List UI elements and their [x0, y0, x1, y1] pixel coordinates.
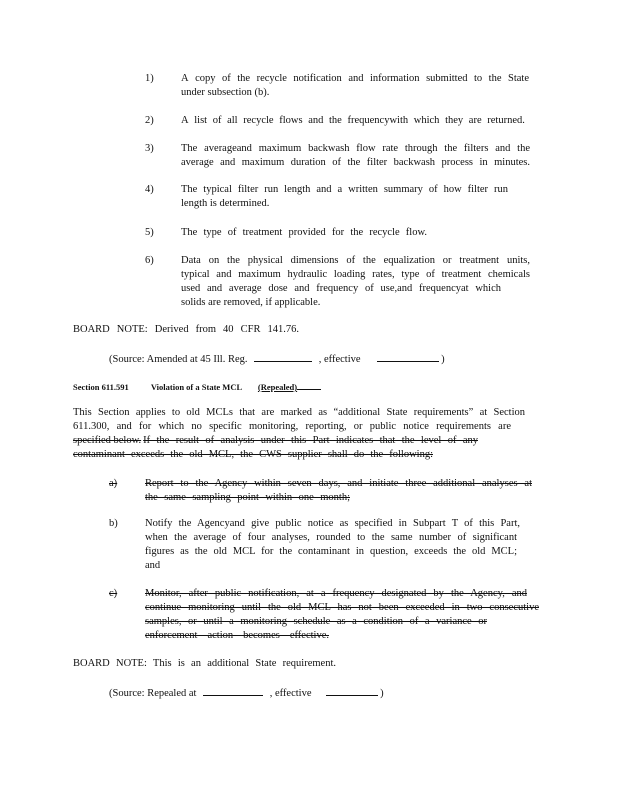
list-number: 2)	[145, 115, 154, 126]
source-end: )	[380, 688, 384, 699]
list-item-line: under subsection (b).	[181, 87, 270, 98]
blank-field	[377, 351, 439, 362]
list-item-line: length is determined.	[181, 198, 270, 209]
section-number: Section 611.591	[73, 382, 129, 392]
item-line: and	[145, 560, 161, 571]
source-effective: , effective	[269, 688, 312, 699]
source-note	[109, 685, 384, 701]
section-title: Violation of a State MCL	[150, 382, 242, 392]
struck-text: Report to the Agency within seven days, and initiate three additional analyses at	[145, 478, 532, 489]
body-line	[73, 434, 478, 448]
list-item-line: typical and maximum hydraulic loading rates, type of treatment chemicals	[181, 269, 530, 280]
section-heading	[73, 380, 321, 394]
item-line: when the average of four analyses, rounded to the same number of significant	[145, 532, 517, 543]
list-number: 1)	[145, 73, 154, 84]
struck-text: specified below.	[73, 435, 142, 446]
item-label: c)	[109, 588, 118, 599]
blank-field	[203, 685, 263, 696]
list-item-line: used and average dose and frequency of use,and frequencyat which	[181, 283, 501, 294]
item-label: a)	[109, 478, 118, 489]
list-item-line: A list of all recycle flows and the frequencywith which they are returned.	[181, 115, 525, 126]
source-prefix: (Source: Repealed at	[109, 688, 197, 699]
list-item-line: average and maximum duration of the filter backwash process in minutes.	[181, 157, 530, 168]
item-line: Notify the Agencyand give public notice as specified in Subpart T of this Part,	[145, 518, 520, 529]
struck-text: If the result of analysis under this Part indicates that the level of any	[143, 435, 478, 446]
source-effective: , effective	[318, 354, 361, 365]
struck-text: enforcement action becomes effective.	[145, 630, 329, 641]
struck-text: samples, or until a monitoring schedule as a condition of a variance or	[145, 616, 487, 627]
struck-text: continue monitoring until the old MCL has not been exceeded in two consecutive	[145, 602, 539, 613]
source-note	[109, 351, 445, 367]
list-number: 5)	[145, 227, 154, 238]
section-status: (Repealed)	[257, 382, 298, 392]
blank-field	[326, 685, 378, 696]
blank-field	[254, 351, 312, 362]
board-note: BOARD NOTE: Derived from 40 CFR 141.76.	[73, 324, 299, 335]
list-number: 4)	[145, 184, 154, 195]
struck-text: Monitor, after public notification, at a frequency designated by the Agency, and	[145, 588, 527, 599]
body-line: 611.300, and for which no specific monitoring, reporting, or public notice requirements are	[73, 421, 511, 432]
list-number: 6)	[145, 255, 154, 266]
source-prefix: (Source: Amended at 45 Ill. Reg.	[109, 354, 248, 365]
list-item-line: The averageand maximum backwash flow rate through the filters and the	[181, 143, 530, 154]
struck-text: contaminant exceeds the old MCL, the CWS supplier shall do the following:	[73, 449, 433, 460]
source-end: )	[441, 354, 445, 365]
item-label: b)	[109, 518, 118, 529]
struck-text: the same sampling point within one month;	[145, 492, 350, 503]
list-item-line: Data on the physical dimensions of the equalization or treatment units,	[181, 255, 530, 266]
list-item-line: The type of treatment provided for the recycle flow.	[181, 227, 427, 238]
board-note: BOARD NOTE: This is an additional State requirement.	[73, 658, 336, 669]
item-line: figures as the old MCL for the contaminant in question, exceeds the old MCL;	[145, 546, 517, 557]
list-number: 3)	[145, 143, 154, 154]
list-item-line: solids are removed, if applicable.	[181, 297, 321, 308]
body-line: This Section applies to old MCLs that are marked as “additional State requirements” at Section	[73, 407, 525, 418]
list-item-line: The typical filter run length and a written summary of how filter run	[181, 184, 508, 195]
list-item-line: A copy of the recycle notification and information submitted to the State	[181, 73, 529, 84]
